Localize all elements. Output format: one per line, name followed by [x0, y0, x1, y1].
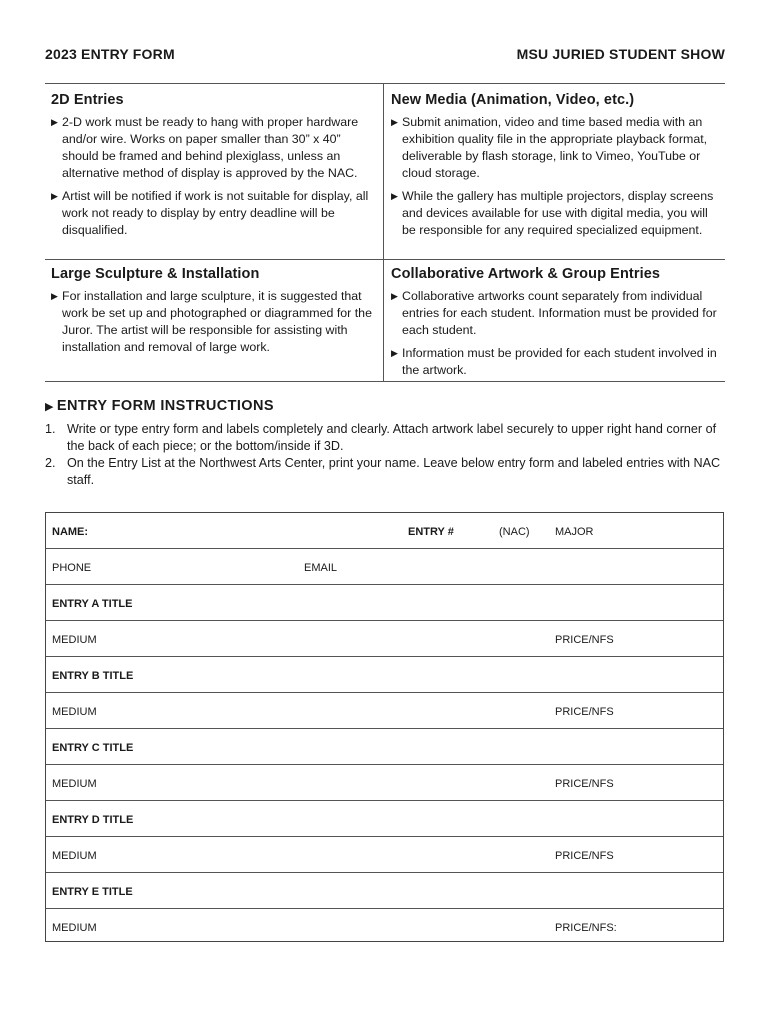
- medium-label: MEDIUM: [52, 850, 97, 862]
- entry-number-label: ENTRY #: [408, 526, 454, 538]
- price-label: PRICE/NFS: [555, 778, 614, 790]
- show-title: MSU JURIED STUDENT SHOW: [516, 46, 725, 62]
- nac-label: (NAC): [499, 526, 530, 538]
- triangle-bullet-icon: ▶: [391, 348, 398, 358]
- list-item: ▶ Information must be provided for each student involved in the artwork.: [391, 346, 717, 377]
- list-item: ▶ Submit animation, video and time based media with an exhibition quality file in the appropriate playback format, deliverable by flash storage, link to Vimeo, YouTube or cloud storage.: [391, 115, 708, 180]
- entry-e-title-row[interactable]: [46, 873, 723, 909]
- section-title: New Media (Animation, Video, etc.): [391, 92, 635, 108]
- contact-row[interactable]: [46, 549, 723, 585]
- entry-title-label: ENTRY E TITLE: [52, 886, 133, 898]
- entry-b-medium-row[interactable]: [46, 693, 723, 729]
- entry-d-title-row[interactable]: [46, 801, 723, 837]
- entry-a-medium-row[interactable]: [46, 621, 723, 657]
- entry-form-instructions: [45, 398, 725, 489]
- section-large-sculpture: [51, 266, 379, 362]
- section-title: 2D Entries: [51, 92, 124, 108]
- entry-c-title-row[interactable]: [46, 729, 723, 765]
- list-item: ▶ For installation and large sculpture, it is suggested that work be set up and photographed or diagrammed for the Juror. The artist will be responsible for assisting with installation and removal of large work.: [51, 289, 372, 354]
- section-title: Large Sculpture & Installation: [51, 266, 260, 282]
- triangle-bullet-icon: ▶: [51, 117, 58, 127]
- section-collaborative: [391, 266, 721, 385]
- instructions-heading: ▶ ENTRY FORM INSTRUCTIONS: [45, 398, 274, 414]
- list-item: 1. Write or type entry form and labels completely and clearly. Attach artwork label securely to upper right hand corner of the back of each piece; or the bottom/inside if 3D.: [45, 422, 717, 453]
- section-new-media: [391, 92, 721, 245]
- entry-a-title-row[interactable]: [46, 585, 723, 621]
- price-label: PRICE/NFS: [555, 706, 614, 718]
- price-label: PRICE/NFS: [555, 850, 614, 862]
- phone-label: PHONE: [52, 562, 92, 574]
- medium-label: MEDIUM: [52, 922, 97, 934]
- divider: [383, 84, 384, 382]
- list-item: ▶ While the gallery has multiple projectors, display screens and devices available for use with digital media, you will be responsible for any required specialized equipment.: [391, 189, 714, 237]
- entry-title-label: ENTRY D TITLE: [52, 814, 134, 826]
- triangle-bullet-icon: ▶: [391, 291, 398, 301]
- triangle-bullet-icon: ▶: [51, 291, 58, 301]
- entry-title-label: ENTRY A TITLE: [52, 598, 133, 610]
- email-label: EMAIL: [304, 562, 338, 574]
- divider: [45, 259, 725, 260]
- section-title: Collaborative Artwork & Group Entries: [391, 266, 661, 282]
- triangle-bullet-icon: ▶: [51, 191, 58, 201]
- triangle-bullet-icon: ▶: [391, 117, 398, 127]
- form-title: 2023 ENTRY FORM: [45, 46, 175, 62]
- entry-d-medium-row[interactable]: [46, 837, 723, 873]
- major-label: MAJOR: [555, 526, 594, 538]
- triangle-bullet-icon: ▶: [45, 401, 54, 413]
- medium-label: MEDIUM: [52, 778, 97, 790]
- page-header: [45, 46, 725, 68]
- entry-e-medium-row[interactable]: [46, 909, 723, 941]
- triangle-bullet-icon: ▶: [391, 191, 398, 201]
- entry-form: [45, 512, 724, 942]
- medium-label: MEDIUM: [52, 706, 97, 718]
- section-2d-entries: [51, 92, 379, 245]
- list-item: ▶ 2-D work must be ready to hang with proper hardware and/or wire. Works on paper smaller than 30” x 40” should be framed and behind plexiglass, unless an alternative method of display is approved by the NAC.: [51, 115, 359, 180]
- list-item: ▶ Artist will be notified if work is not suitable for display, all work not ready to display by entry deadline will be disqualified.: [51, 189, 369, 237]
- entry-b-title-row[interactable]: [46, 657, 723, 693]
- guidelines-grid: [45, 84, 725, 382]
- list-item: 2. On the Entry List at the Northwest Arts Center, print your name. Leave below entry form and labeled entries with NAC staff.: [45, 456, 721, 487]
- name-row[interactable]: [46, 513, 723, 549]
- price-label: PRICE/NFS:: [555, 922, 617, 934]
- entry-title-label: ENTRY C TITLE: [52, 742, 134, 754]
- entry-title-label: ENTRY B TITLE: [52, 670, 134, 682]
- list-item: ▶ Collaborative artworks count separately from individual entries for each student. Information must be provided for each student.: [391, 289, 717, 337]
- price-label: PRICE/NFS: [555, 634, 614, 646]
- entry-c-medium-row[interactable]: [46, 765, 723, 801]
- name-label: NAME:: [52, 526, 89, 538]
- medium-label: MEDIUM: [52, 634, 97, 646]
